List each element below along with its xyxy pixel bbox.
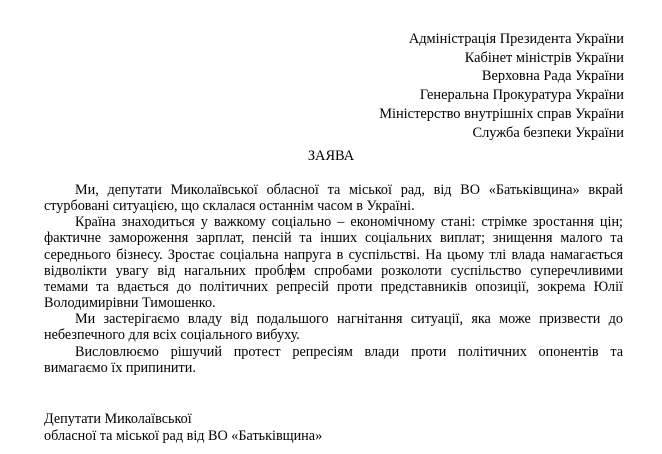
signature-line-1: Депутати Миколаївської — [44, 411, 192, 427]
document-title: ЗАЯВА — [307, 148, 355, 164]
addressee-line: Верховна Рада України — [481, 68, 624, 85]
addressee-line: Кабінет міністрів України — [464, 49, 624, 66]
paragraph-2-text-before-cursor: Країна знаходиться у важкому соціально – економічному стані: стрімке зростання цін; фактичне замороження зарплат, пенсій та інших соціальних виплат; знищення малого та середнього бізнесу. Зростає соціальна напруга в суспільстві. На цьому тлі влада намагається відволікти увагу від нагальних пробл — [44, 214, 623, 279]
paragraph-2 — [44, 214, 623, 311]
paragraph-2-text-after-cursor: ем спробами розколоти суспільство суперечливими темами та вдається до політичних репресій проти представників опозиції, зокрема Юлії Володимирівни Тимошенко. — [44, 262, 624, 312]
addressee-line: Адміністрація Президента України — [408, 31, 624, 47]
signature-line-2: обласної та міської рад від ВО «Батьківщина» — [44, 428, 323, 444]
addressee-line: Служба безпеки України — [472, 124, 624, 141]
paragraph-1: Ми, депутати Миколаївської обласної та міської рад, від ВО «Батьківщина» вкрай стурбовані ситуацією, що склалася останнім часом в Україні. — [44, 182, 623, 215]
addressee-block — [379, 30, 624, 142]
addressee-line: Міністерство внутрішніх справ України — [379, 105, 624, 122]
addressee-line: Генеральна Прокуратура України — [419, 87, 624, 104]
statement-body[interactable] — [44, 182, 623, 376]
paragraph-4: Висловлюємо рішучий протест репресіям влади проти політичних опонентів та вимагаємо їх припинити. — [44, 343, 623, 376]
signature-block — [44, 411, 322, 445]
paragraph-3: Ми застерігаємо владу від подальшого нагнітання ситуації, яка може призвести до небезпечного для всіх соціального вибуху. — [44, 311, 623, 344]
